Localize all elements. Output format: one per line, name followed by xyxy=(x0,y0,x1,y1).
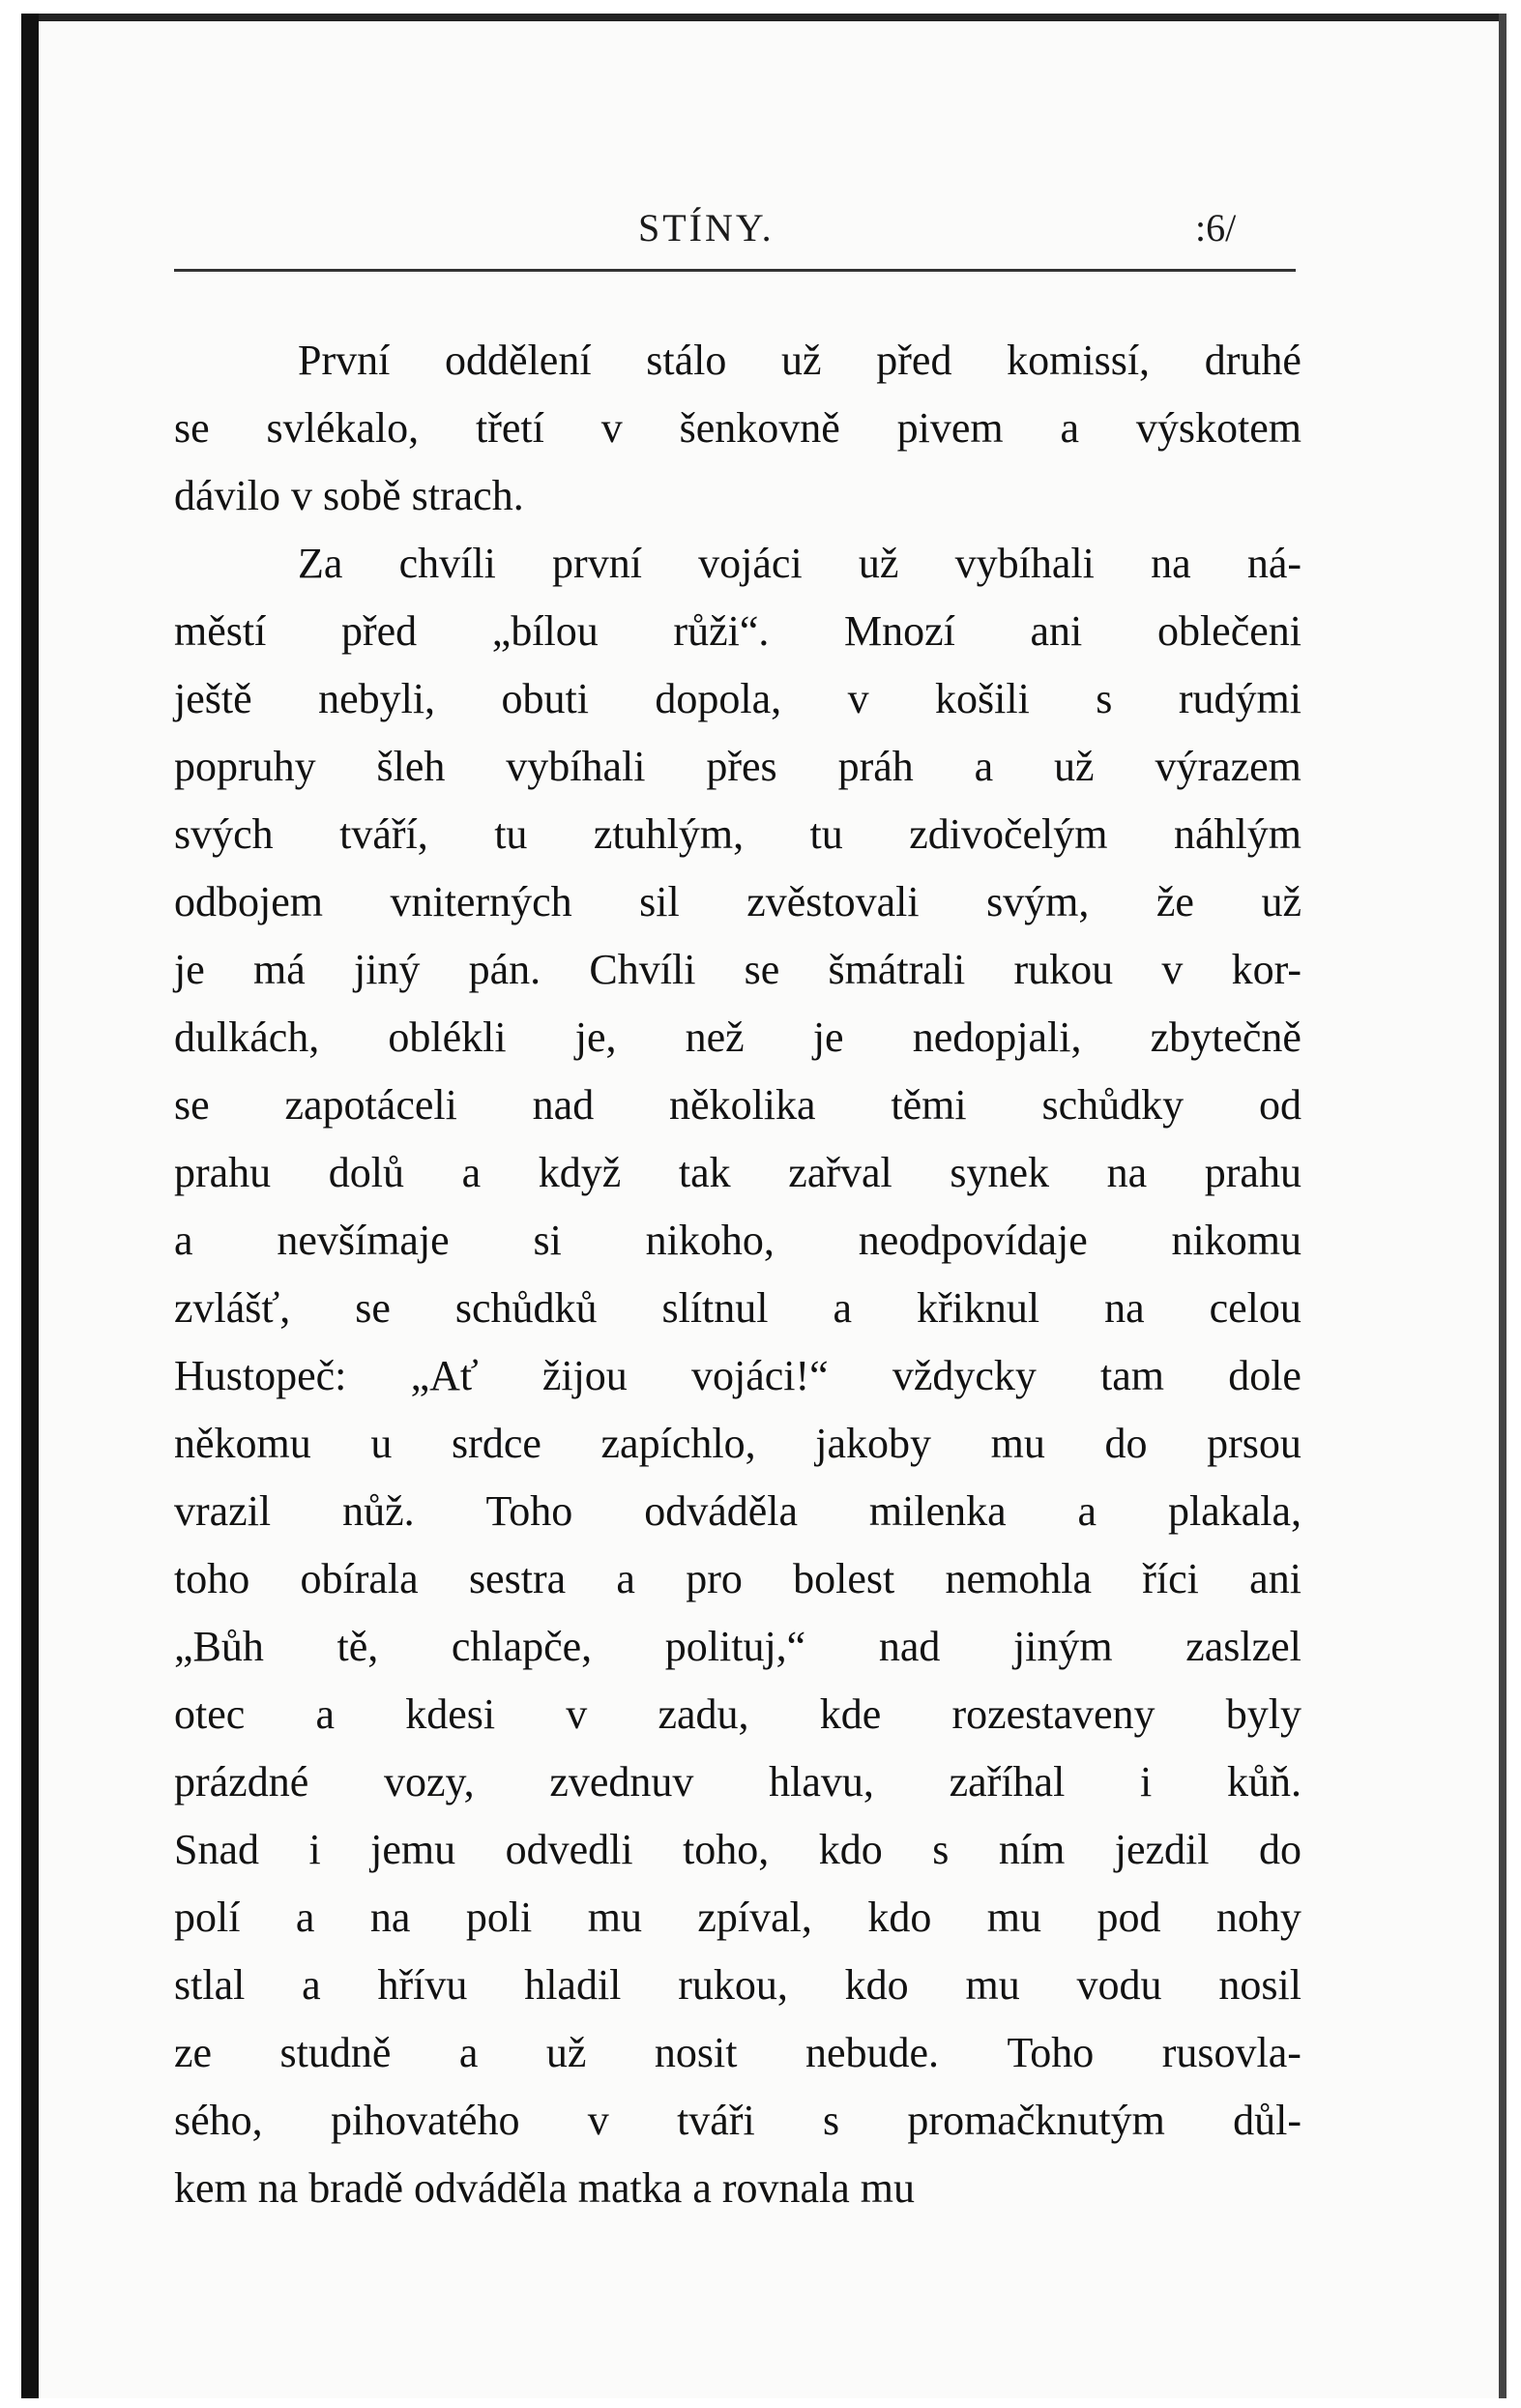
text-line: se svlékalo, třetí v šenkovně pivem a výskotem xyxy=(174,404,1302,452)
page-number: :6/ xyxy=(1195,206,1237,250)
text-line: svých tváří, tu ztuhlým, tu zdivočelým náhlým xyxy=(174,810,1302,858)
paragraph xyxy=(174,327,1302,530)
text-line: městí před „bílou růži“. Mnozí ani oblečeni xyxy=(174,607,1302,655)
running-head: STÍNY. xyxy=(638,206,775,250)
text-line: dávilo v sobě strach. xyxy=(174,472,524,519)
body-text xyxy=(174,327,1302,2222)
text-line: Za chvíli první vojáci už vybíhali na ná- xyxy=(298,540,1302,587)
text-line: polí a na poli mu zpíval, kdo mu pod nohy xyxy=(174,1894,1302,1941)
text-line: Hustopeč: „Ať žijou vojáci!“ vždycky tam dole xyxy=(174,1352,1302,1399)
text-line: První oddělení stálo už před komissí, druhé xyxy=(298,337,1302,384)
text-line: ze studně a už nosit nebude. Toho rusovla- xyxy=(174,2029,1302,2076)
text-line: prázdné vozy, zvednuv hlavu, zaříhal i kůň. xyxy=(174,1758,1302,1806)
header-rule xyxy=(174,269,1296,272)
text-line: odbojem vniterných sil zvěstovali svým, že už xyxy=(174,878,1302,925)
text-line: „Bůh tě, chlapče, polituj,“ nad jiným zaslzel xyxy=(174,1623,1302,1670)
text-line: prahu dolů a když tak zařval synek na prahu xyxy=(174,1149,1302,1196)
text-line: toho obírala sestra a pro bolest nemohla říci ani xyxy=(174,1555,1302,1602)
scan-right-edge xyxy=(1499,14,1506,2398)
scan-left-edge xyxy=(21,14,39,2398)
text-line: stlal a hřívu hladil rukou, kdo mu vodu nosil xyxy=(174,1961,1302,2009)
text-line: otec a kdesi v zadu, kde rozestaveny byly xyxy=(174,1690,1302,1738)
text-line: dulkách, oblékli je, než je nedopjali, zbytečně xyxy=(174,1013,1302,1061)
text-line: a nevšímaje si nikoho, neodpovídaje nikomu xyxy=(174,1217,1302,1264)
paragraph xyxy=(174,530,1302,2222)
book-page xyxy=(39,21,1499,2398)
text-line: ještě nebyli, obuti dopola, v košili s rudými xyxy=(174,675,1302,722)
text-line: někomu u srdce zapíchlo, jakoby mu do prsou xyxy=(174,1420,1302,1467)
text-line: Snad i jemu odvedli toho, kdo s ním jezdil do xyxy=(174,1826,1302,1873)
text-line: se zapotáceli nad několika těmi schůdky od xyxy=(174,1081,1302,1129)
text-line: sého, pihovatého v tváři s promačknutým důl- xyxy=(174,2097,1302,2144)
text-line: je má jiný pán. Chvíli se šmátrali rukou v kor- xyxy=(174,946,1302,993)
text-line: popruhy šleh vybíhali přes práh a už výrazem xyxy=(174,743,1302,790)
scan-top-edge xyxy=(21,14,1506,21)
text-line: zvlášť, se schůdků slítnul a křiknul na celou xyxy=(174,1284,1302,1332)
page-header xyxy=(39,21,1499,253)
text-line: vrazil nůž. Toho odváděla milenka a plakala, xyxy=(174,1487,1302,1535)
text-line: kem na bradě odváděla matka a rovnala mu xyxy=(174,2164,916,2212)
